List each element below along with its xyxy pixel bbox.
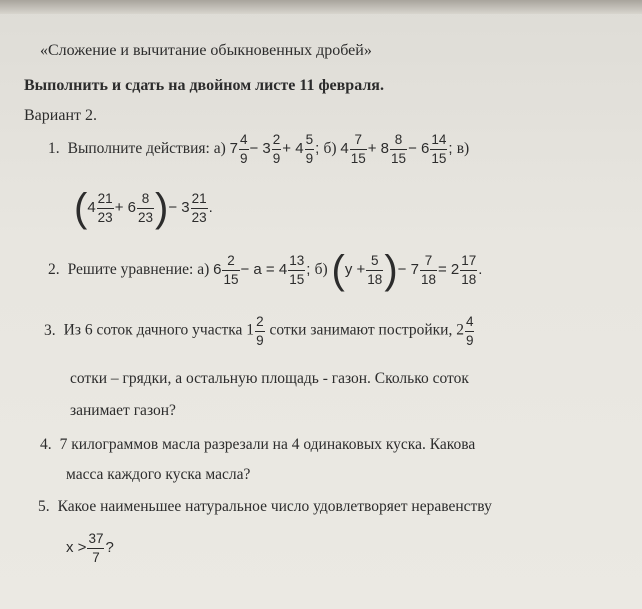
variant-label: Вариант 2.	[24, 107, 97, 124]
expr-2b: (y + $\frac{5}{18}$ )− 7 $\frac{7}{18}$ = 2 $\frac{17}{18}$ .	[331, 248, 483, 292]
task-number: 2.	[48, 260, 60, 278]
task-4-line-2: масса каждого куска масла?	[66, 466, 251, 483]
task-1	[48, 133, 469, 165]
task-number: 4.	[40, 436, 52, 453]
task-2	[48, 250, 482, 290]
label-1b: б)	[323, 139, 337, 157]
task-5: 5. Какое наименьшее натуральное число удовлетворяет неравенству	[38, 498, 492, 515]
task-text: Решите уравнение: а)	[67, 260, 210, 278]
task-number: 5.	[38, 498, 50, 515]
instruction-line: Выполнить и сдать на двойном листе 11 февраля.	[24, 77, 384, 94]
paper-edge	[0, 0, 642, 14]
expr-2a: 6 $\frac{2}{15}$ − a = 4 $\frac{13}{15}$ ;	[213, 253, 311, 287]
expr-1c: (4 $\frac{21}{23}$ + 6 $\frac{8}{23}$ )− 3 $\frac{21}{23}$ .	[74, 186, 213, 230]
task-number: 3.	[44, 321, 56, 339]
expr-5: x > $\frac{37}{7}$ ?	[66, 531, 114, 565]
task-4: 4. 7 килограммов масла разрезали на 4 одинаковых куска. Какова	[40, 436, 476, 453]
task-3-line-2: сотки – грядки, а остальную площадь - газон. Сколько соток	[70, 370, 469, 387]
task-3-line-3: занимает газон?	[70, 402, 176, 419]
expr-1b: 4 $\frac{7}{15}$ + 8 $\frac{8}{15}$ − 6 $\frac{14}{15}$ ;	[340, 132, 453, 166]
label-2b: б)	[314, 260, 328, 278]
label-1c: в)	[456, 139, 470, 157]
topic-title: «Сложение и вычитание обыкновенных дробей»	[40, 42, 372, 59]
task-3: 3. Из 6 соток дачного участка 1 $\frac{2}{9}$ сотки занимают постройки, 2 $\frac{4}{9}$	[44, 314, 474, 348]
task-number: 1.	[48, 139, 60, 157]
expr-1a: 7 $\frac{4}{9}$ − 3 $\frac{2}{9}$ + 4 $\frac{5}{9}$ ;	[229, 132, 320, 166]
task-text: Выполните действия: а)	[67, 139, 226, 157]
